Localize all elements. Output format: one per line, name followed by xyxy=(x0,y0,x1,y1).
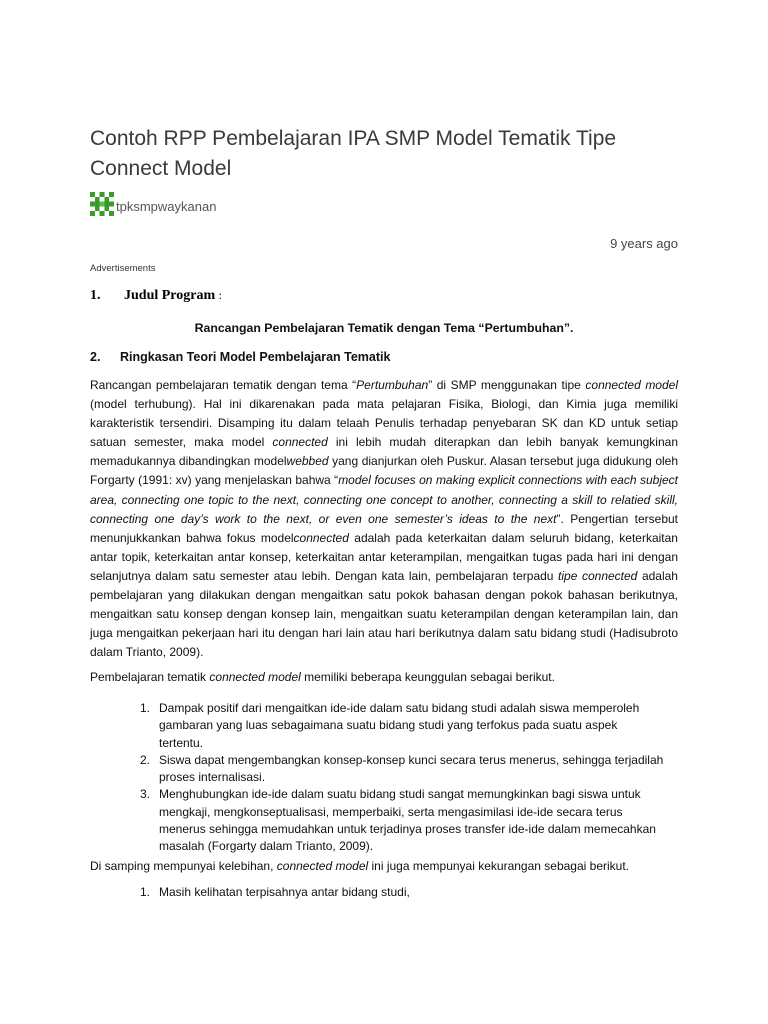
section-1-colon: : xyxy=(218,288,222,302)
section-2-heading xyxy=(90,350,390,364)
theory-paragraph: Rancangan pembelajaran tematik dengan tema “Pertumbuhan” di SMP menggunakan tipe connected model (model terhubung). Hal ini dikarenakan pada mata pelajaran Fisika, Biologi, dan Kimia juga memiliki karakteristik tersendiri. Disamping itu dalam telaah Penulis terhadap penyebaran SK dan KD untuk setiap satuan semester, maka model connected ini lebih mudah diterapkan dan lebih banyak kemungkinan memadukannya dibandingkan modelwebbed yang dianjurkan oleh Puskur. Alasan tersebut juga didukung oleh Forgarty (1991: xv) yang menjelaskan bahwa “model focuses on making explicit connections with each subject area, connecting one topic to the next, connecting one concept to another, connecting a skill to relatied skill, connecting one day’s work to the next, or even one semester’s ideas to the next”. Pengertian tersebut menunjukkankan bahwa fokus modelconnected adalah pada keterkaitan dalam seluruh bidang, keterkaitan antar topik, keterkaitan antar konsep, keterkaitan antar keterampilan, mengaitkan tugas pada hari ini dengan selanjutnya dalam satu semester atau lebih. Dengan kata lain, pembelajaran terpadu tipe connected adalah pembelajaran yang dilakukan dengan mengaitkan satu pokok bahasan dengan pokok bahasan berikutnya, mengaitkan satu konsep dengan konsep lain, mengaitkan suatu keterampilan dengan keterampilan lain, dan juga mengaitkan pekerjaan hari itu dengan hari lain atau hari berikutnya dalam satu bidang studi (Hadisubroto dalam Trianto, 2009). xyxy=(90,378,678,660)
author-link[interactable]: tpksmpwaykanan xyxy=(116,198,217,214)
list-item: 2. Siswa dapat mengembangkan konsep-konsep kunci secara terus menerus, sehingga terjadilah proses internalisasi. xyxy=(139,752,664,785)
post-timestamp: 9 years ago xyxy=(610,236,678,251)
disadvantages-list xyxy=(90,884,678,901)
list-item: 1. Masih kelihatan terpisahnya antar bidang studi, xyxy=(139,885,410,899)
advertisements-label: Advertisements xyxy=(90,263,156,274)
section-1-heading xyxy=(90,288,222,304)
program-subtitle: Rancangan Pembelajaran Tematik dengan Tema “Pertumbuhan”. xyxy=(194,321,574,335)
identicon-avatar-icon[interactable] xyxy=(90,192,114,216)
author-row[interactable] xyxy=(90,190,216,218)
disadvantages-intro: Di samping mempunyai kelebihan, connected model ini juga mempunyai kekurangan sebagai berikut. xyxy=(90,859,629,873)
page-title: Contoh RPP Pembelajaran IPA SMP Model Tematik Tipe Connect Model xyxy=(90,127,617,180)
section-2-title: Ringkasan Teori Model Pembelajaran Tematik xyxy=(120,350,391,364)
section-1-title: Judul Program xyxy=(124,288,216,303)
section-1-number: 1. xyxy=(90,288,101,303)
advantages-list xyxy=(90,700,678,856)
section-2-number: 2. xyxy=(90,350,101,364)
list-item: 3. Menghubungkan ide-ide dalam suatu bidang studi sangat memungkinkan bagi siswa untuk mengkaji, mengkonseptualisasi, memperbaiki, serta mengasimilasi ide-ide secara terus menerus sehingga memudahkan untuk terjadinya proses transfer ide-ide dalam memecahkan masalah (Forgarty dalam Trianto, 2009). xyxy=(139,787,656,854)
advantages-intro: Pembelajaran tematik connected model memiliki beberapa keunggulan sebagai berikut. xyxy=(90,670,555,684)
list-item: 1. Dampak positif dari mengaitkan ide-ide dalam satu bidang studi adalah siswa memperoleh gambaran yang luas sebagaimana suatu bidang studi yang terfokus pada suatu aspek tertentu. xyxy=(139,701,640,750)
